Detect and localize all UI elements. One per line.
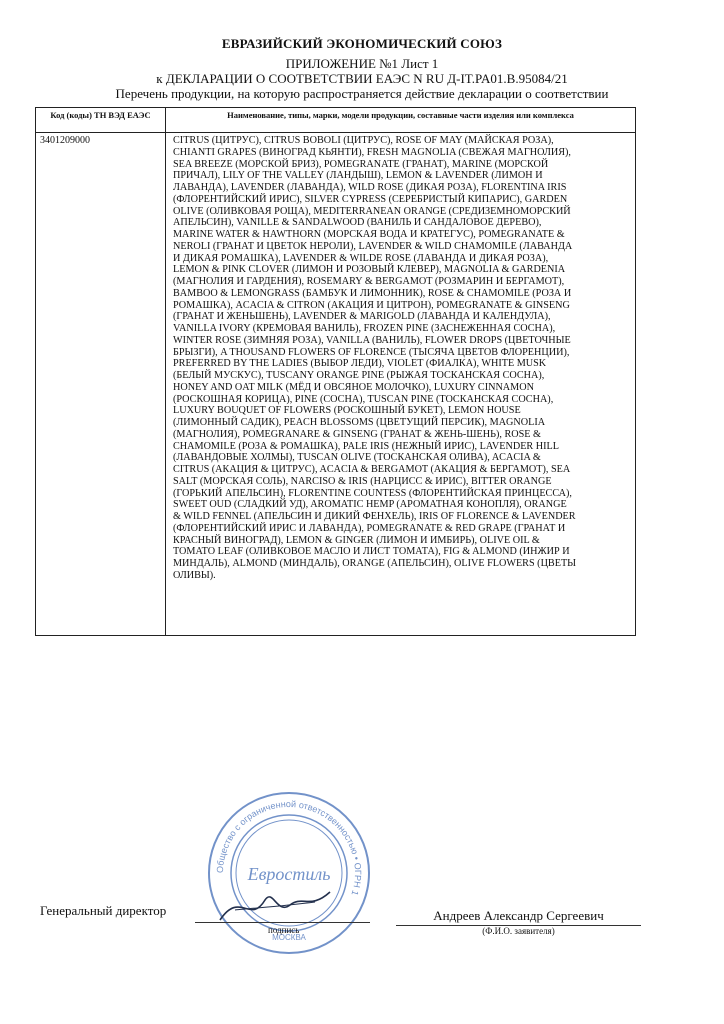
product-list-line: (ЛИМОННЫЙ САДИК), PEACH BLOSSOMS (ЦВЕТУЩИЙ ПЕРСИК), MAGNOLIA (173, 417, 546, 428)
signature-label: подпись (268, 925, 300, 935)
table-row (36, 133, 636, 636)
product-list-line: CHIANTI GRAPES (ВИНОГРАД КЬЯНТИ), FRESH MAGNOLIA (СВЕЖАЯ МАГНОЛИЯ), (173, 146, 571, 158)
union-title: ЕВРАЗИЙСКИЙ ЭКОНОМИЧЕСКИЙ СОЮЗ (221, 36, 503, 51)
product-list-line: SEA BREEZE (МОРСКОЙ БРИЗ), POMEGRANATE (ГРАНАТ), MARINE (МОРСКОЙ (173, 158, 549, 170)
stamp-city-text: МОСКВА (272, 933, 306, 942)
signatory-name: Андреев Александр Сергеевич (433, 908, 604, 923)
product-list-line: CITRUS (ЦИТРУС), CITRUS BOBOLI (ЦИТРУС), ROSE OF MAY (МАЙСКАЯ РОЗА), (173, 135, 554, 146)
document-subtitle: Перечень продукции, на которую распространяется действие декларации о соответствии (115, 86, 609, 101)
col-name-header: Наименование, типы, марки, модели продукции, составные части изделия или комплекса (166, 108, 636, 133)
product-list-line: (МАГНОЛИЯ), POMEGRANARE & GINSENG (ГРАНАТ & ЖЕНЬ-ШЕНЬ), ROSE & (173, 428, 541, 440)
product-list-line: PREFERRED BY THE LADIES (ВЫБОР ЛЕДИ), VIOLET (ФИАЛКА), WHITE MUSK (173, 358, 547, 370)
product-list-line: (БЕЛЫЙ МУСКУС), TUSCANY ORANGE PINE (РЫЖАЯ ТОСКАНСКАЯ СОСНА), (173, 370, 545, 381)
product-list-line: LUXURY BOUQUET OF FLOWERS (РОСКОШНЫЙ БУКЕТ), LEMON HOUSE (173, 405, 521, 417)
product-list-line: И ДИКАЯ РОМАШКА), LAVENDER & WILDE ROSE (ЛАВАНДА И ДИКАЯ РОЗА), (173, 252, 549, 264)
product-list-line: КРАСНЫЙ ВИНОГРАД), LEMON & GINGER (ЛИМОН И ИМБИРЬ), OLIVE OIL & (173, 534, 540, 546)
signatory-label: (Ф.И.О. заявителя) (482, 926, 555, 936)
declaration-number: к ДЕКЛАРАЦИИ О СООТВЕТСТВИИ ЕАЭС N RU Д-IT.PA01.B.95084/21 (156, 71, 568, 86)
signature-line (195, 922, 370, 923)
products-table (35, 107, 636, 636)
product-list-line: NEROLI (ГРАНАТ И ЦВЕТОК НЕРОЛИ), LAVENDER & WILD CHAMOMILE (ЛАВАНДА (173, 240, 573, 252)
product-list-line: BAMBOO & LEMONGRASS (БАМБУК И ЛИМОННИК), ROSE & CHAMOMILE (РОЗА И (173, 287, 572, 299)
product-list-line: SALT (МОРСКАЯ СОЛЬ), NARCISO & IRIS (НАРЦИСС & ИРИС), BITTER ORANGE (173, 475, 552, 487)
product-list-cell (166, 133, 636, 636)
stamp-ring-text: Общество с ограниченной ответственностью • ОГРН 1 (214, 798, 364, 897)
product-list-line: (РОСКОШНАЯ КОРИЦА), PINE (СОСНА), TUSCAN PINE (ТОСКАНСКАЯ СОСНА), (173, 393, 554, 405)
product-list-line: (МАГНОЛИЯ И ГАРДЕНИЯ), ROSEMARY & BERGAMOT (РОЗМАРИН И БЕРГАМОТ), (173, 276, 565, 287)
product-list-line: HONEY AND OAT MILK (МЁД И ОВСЯНОЕ МОЛОЧКО), LUXURY CINNAMON (173, 381, 534, 393)
product-list-line: TOMATO LEAF (ОЛИВКОВОЕ МАСЛО И ЛИСТ ТОМАТА), FIG & ALMOND (ИНЖИР И (173, 546, 570, 558)
col-code-header: Код (коды) ТН ВЭД ЕАЭС (36, 108, 166, 133)
product-list-line: БРЫЗГИ), A THOUSAND FLOWERS OF FLORENCE (ТЫСЯЧА ЦВЕТОВ ФЛОРЕНЦИИ), (173, 346, 570, 358)
product-list-line: ОЛИВЫ). (173, 569, 216, 581)
product-list-line: CITRUS (АКАЦИЯ & ЦИТРУС), ACACIA & BERGAMOT (АКАЦИЯ & БЕРГАМОТ), SEA (173, 464, 571, 475)
appendix-label: ПРИЛОЖЕНИЕ №1 Лист 1 (285, 56, 439, 71)
product-list-line: OLIVE (ОЛИВКОВАЯ РОЩА), MEDITERRANEAN ORANGE (СРЕДИЗЕМНОМОРСКИЙ (173, 205, 571, 217)
table-header-row (36, 108, 636, 133)
product-list-line: (ЛАВАНДОВЫЕ ХОЛМЫ), TUSCAN OLIVE (ТОСКАНСКАЯ ОЛИВА), ACACIA & (173, 452, 541, 464)
stamp-center-text: Евростиль (247, 864, 331, 884)
product-list-line: CHAMOMILE (РОЗА & РОМАШКА), PALE IRIS (НЕЖНЫЙ ИРИС), LAVENDER HILL (173, 440, 559, 452)
product-list-line: (ФЛОРЕНТИЙСКИЙ ИРИС), SILVER CYPRESS (СЕРЕБРИСТЫЙ КИПАРИС), GARDEN (173, 193, 568, 205)
product-list-line: ЛАВАНДА), LAVENDER (ЛАВАНДА), WILD ROSE (ДИКАЯ РОЗА), FLORENTINA IRIS (173, 182, 567, 193)
hs-code-cell: 3401209000 (36, 133, 166, 636)
product-list-line: ПРИЧАЛ), LILY OF THE VALLEY (ЛАНДЫШ), LEMON & LAVENDER (ЛИМОН И (173, 170, 543, 182)
product-list-line: МИНДАЛЬ), ALMOND (МИНДАЛЬ), ORANGE (АПЕЛЬСИН), OLIVE FLOWERS (ЦВЕТЫ (173, 558, 577, 569)
product-list-line: (ФЛОРЕНТИЙСКИЙ ИРИС И ЛАВАНДА), POMEGRANATE & RED GRAPE (ГРАНАТ И (173, 522, 566, 534)
product-list-line: (ГРАНАТ И ЖЕНЬШЕНЬ), LAVENDER & MARIGOLD (ЛАВАНДА И КАЛЕНДУЛА), (173, 311, 551, 323)
product-list-line: (ГОРЬКИЙ АПЕЛЬСИН), FLORENTINE COUNTESS (ФЛОРЕНТИЙСКАЯ ПРИНЦЕССА), (173, 487, 572, 499)
product-list-line: MARINE WATER & HAWTHORN (МОРСКАЯ ВОДА И КРАТЕГУС), POMEGRANATE & (173, 229, 565, 240)
position-title: Генеральный директор (40, 903, 167, 918)
product-list-line: & WILD FENNEL (АПЕЛЬСИН И ДИКИЙ ФЕНХЕЛЬ), IRIS OF FLORENCE & LAVENDER (173, 511, 576, 522)
product-list-line: РОМАШКА), ACACIA & CITRON (АКАЦИЯ И ЦИТРОН), POMEGRANATE & GINSENG (173, 299, 570, 311)
product-list (173, 135, 629, 582)
product-list-line: WINTER ROSE (ЗИМНЯЯ РОЗА), VANILLA (ВАНИЛЬ), FLOWER DROPS (ЦВЕТОЧНЫЕ (173, 334, 571, 346)
product-list-line: АПЕЛЬСИН), VANILLE & SANDALWOOD (ВАНИЛЬ И САНДАЛОВОЕ ДЕРЕВО), (173, 217, 542, 229)
product-list-line: SWEET OUD (СЛАДКИЙ УД), AROMATIC HEMP (АРОМАТНАЯ КОНОПЛЯ), ORANGE (173, 499, 567, 511)
product-list-line: VANILLA IVORY (КРЕМОВАЯ ВАНИЛЬ), FROZEN PINE (ЗАСНЕЖЕННАЯ СОСНА), (173, 323, 556, 334)
product-list-line: LEMON & PINK CLOVER (ЛИМОН И РОЗОВЫЙ КЛЕВЕР), MAGNOLIA & GARDENIA (173, 264, 566, 276)
